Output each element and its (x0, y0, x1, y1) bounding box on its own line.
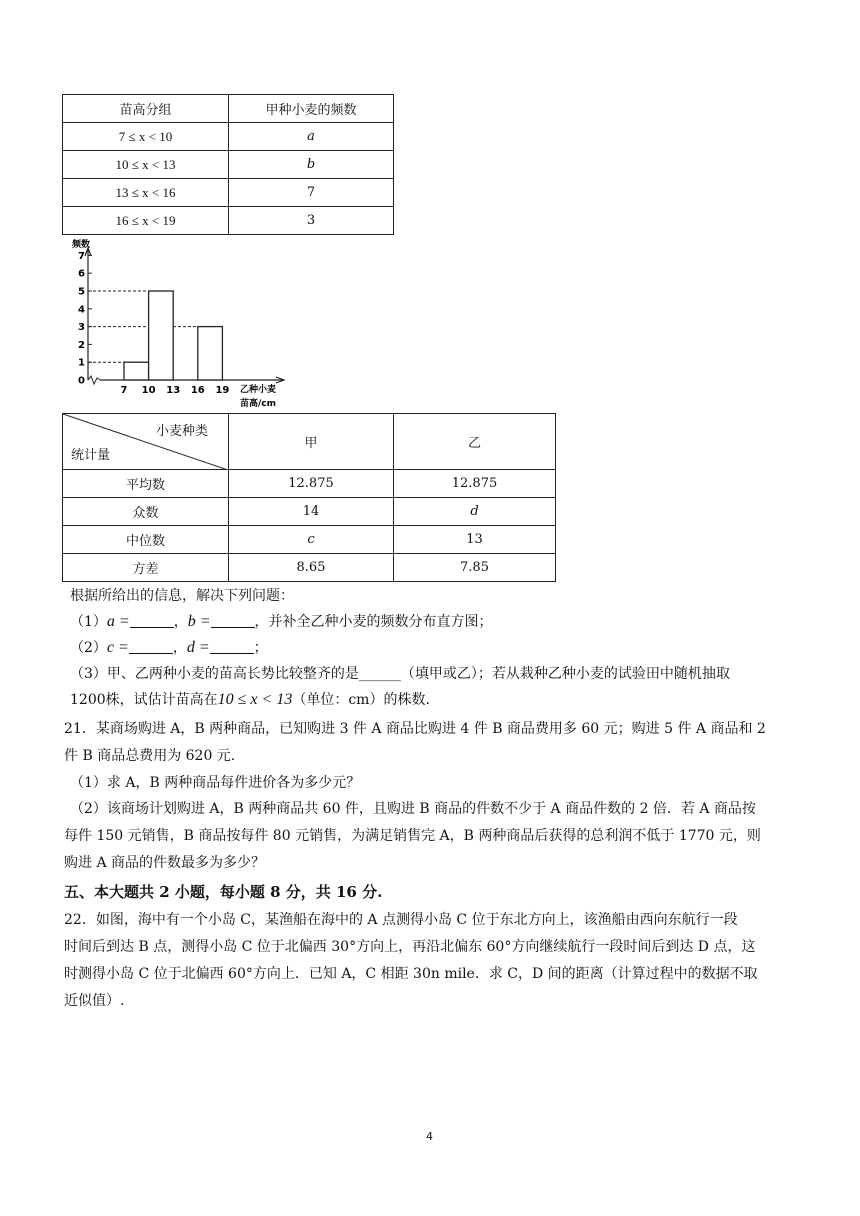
q2-c-blank (129, 639, 173, 654)
page-number: 4 (426, 1130, 433, 1143)
y-tick-label: 2 (78, 339, 85, 351)
question-3-line1: （3）甲、乙两种小麦的苗高长势比较整齐的是______（填甲或乙）；若从栽种乙种小麦的试验田中随机抽取 (70, 666, 730, 682)
histogram-bar (124, 362, 149, 380)
problem-21-q2-line1: （2）该商场计划购进 A，B 两种商品共 60 件，且购进 B 商品的件数不少于 A 商品件数的 2 倍．若 A 商品按 (70, 801, 756, 817)
y-tick-label: 6 (78, 268, 85, 280)
histogram-guides (88, 291, 198, 362)
q3-line2-post: （单位：cm）的株数. (292, 692, 430, 708)
y-tick-label: 7 (78, 250, 85, 262)
question-1: （1）a = ，b = ，并补全乙种小麦的频数分布直方图； (70, 613, 493, 630)
q1-prefix: （1） (70, 614, 107, 630)
table2-row-v1: 12.875 (229, 470, 394, 498)
q3-line2-math: 10 ≤ x < 13 (217, 691, 293, 708)
table2-row-v1: c (229, 526, 394, 554)
q3-line2-pre: 1200株，试估计苗高在 (70, 692, 218, 708)
q2-d: d = (186, 639, 210, 656)
histogram-bar (149, 291, 174, 380)
histogram-yi (62, 236, 302, 412)
q2-prefix: （2） (70, 640, 107, 656)
table2-col-jia: 甲 (229, 414, 394, 470)
table2-row-v1: 14 (229, 498, 394, 526)
statistics-table (62, 413, 556, 582)
problem-22-line3: 时测得小岛 C 位于北偏西 60°方向上．已知 A，C 相距 30n mile．求 C，D 间的距离（计算过程中的数据不取 (64, 966, 758, 982)
y-tick-label: 1 (78, 357, 85, 369)
table1-header-freq: 甲种小麦的频数 (229, 95, 394, 123)
table2-row-v2: d (394, 498, 556, 526)
x-tick-label: 16 (190, 385, 205, 396)
problem-21-q2-line3: 购进 A 商品的件数最多为多少？ (64, 855, 266, 871)
table1-row-range: 7 ≤ x < 10 (63, 123, 229, 151)
x-tick-label: 13 (166, 385, 181, 396)
table2-corner-bottom: 统计量 (71, 448, 111, 463)
table2-row-label: 方差 (63, 554, 229, 582)
table1-row-value: 7 (229, 179, 394, 207)
frequency-table-jia (62, 94, 394, 235)
histogram-axes (85, 248, 284, 384)
q1-a-blank (130, 613, 174, 628)
histogram-bar (198, 327, 223, 380)
problem-21-line1: 21．某商场购进 A，B 两种商品，已知购进 3 件 A 商品比购进 4 件 B 商品费用多 60 元；购进 5 件 A 商品和 2 (64, 721, 766, 737)
table2-row-v1: 8.65 (229, 554, 394, 582)
y-tick-label: 5 (78, 286, 85, 298)
q1-a: a = (106, 613, 130, 630)
q1-b: b = (187, 613, 211, 630)
table2-corner-cell (63, 414, 229, 470)
table1-row-value: 3 (229, 207, 394, 235)
section-5-heading: 五、本大题共 2 小题，每小题 8 分，共 16 分. (64, 883, 383, 901)
x-tick-label: 7 (120, 385, 128, 396)
problem-22-line1: 22．如图，海中有一个小岛 C，某渔船在海中的 A 点测得小岛 C 位于东北方向上，该渔船由西向东航行一段 (64, 912, 738, 928)
q1-post: ，并补全乙种小麦的频数分布直方图； (254, 614, 493, 630)
histogram-xlabel-line1: 乙种小麦 (240, 385, 277, 395)
question-3-line2 (70, 690, 430, 710)
table2-row-v2: 7.85 (394, 554, 556, 582)
table1-row-value: a (229, 123, 394, 151)
problem-21-q2-line2: 每件 150 元销售，B 商品按每件 80 元销售，为满足销售完 A，B 两种商品后获得的总利润不低于 1770 元，则 (64, 828, 761, 844)
table1-row-value: b (229, 151, 394, 179)
table2-row-v2: 13 (394, 526, 556, 554)
table1-row-range: 10 ≤ x < 13 (63, 151, 229, 179)
table2-row-label: 众数 (63, 498, 229, 526)
q2-c: c = (106, 639, 129, 656)
table2-corner-top: 小麦种类 (155, 424, 208, 439)
y-tick-label: 3 (78, 322, 85, 334)
intro-text: 根据所给出的信息，解决下列问题： (70, 588, 294, 604)
question-2: （2）c = ，d = ； (70, 639, 268, 656)
table2-row-label: 中位数 (63, 526, 229, 554)
histogram-x-ticks (121, 385, 230, 396)
y-tick-label: 4 (78, 304, 85, 316)
axis-break-zigzag (88, 376, 100, 384)
table1-row-range: 13 ≤ x < 16 (63, 179, 229, 207)
problem-21-line2: 件 B 商品总费用为 620 元. (64, 748, 236, 764)
x-tick-label: 10 (141, 385, 156, 396)
table1-header-group: 苗高分组 (63, 95, 229, 123)
problem-21-q1: （1）求 A，B 两种商品每件进价各为多少元？ (70, 775, 361, 791)
problem-22-line2: 时间后到达 B 点，测得小岛 C 位于北偏西 30°方向上，再沿北偏东 60°方向继续航行一段时间后到达 D 点，这 (64, 939, 756, 955)
histogram-bars (124, 291, 222, 380)
x-tick-label: 19 (215, 385, 230, 396)
table2-col-yi: 乙 (394, 414, 556, 470)
table1-row-range: 16 ≤ x < 19 (63, 207, 229, 235)
histogram-xlabel-line2: 苗高/cm (240, 399, 277, 409)
histogram-y-ticks (78, 251, 92, 387)
problem-22-line4: 近似值）. (64, 993, 125, 1009)
q1-b-blank (211, 613, 255, 628)
table2-row-v2: 12.875 (394, 470, 556, 498)
q2-d-blank (210, 639, 254, 654)
table2-row-label: 平均数 (63, 470, 229, 498)
y-tick-label: 0 (78, 375, 85, 387)
histogram-ylabel: 频数 (72, 240, 91, 250)
